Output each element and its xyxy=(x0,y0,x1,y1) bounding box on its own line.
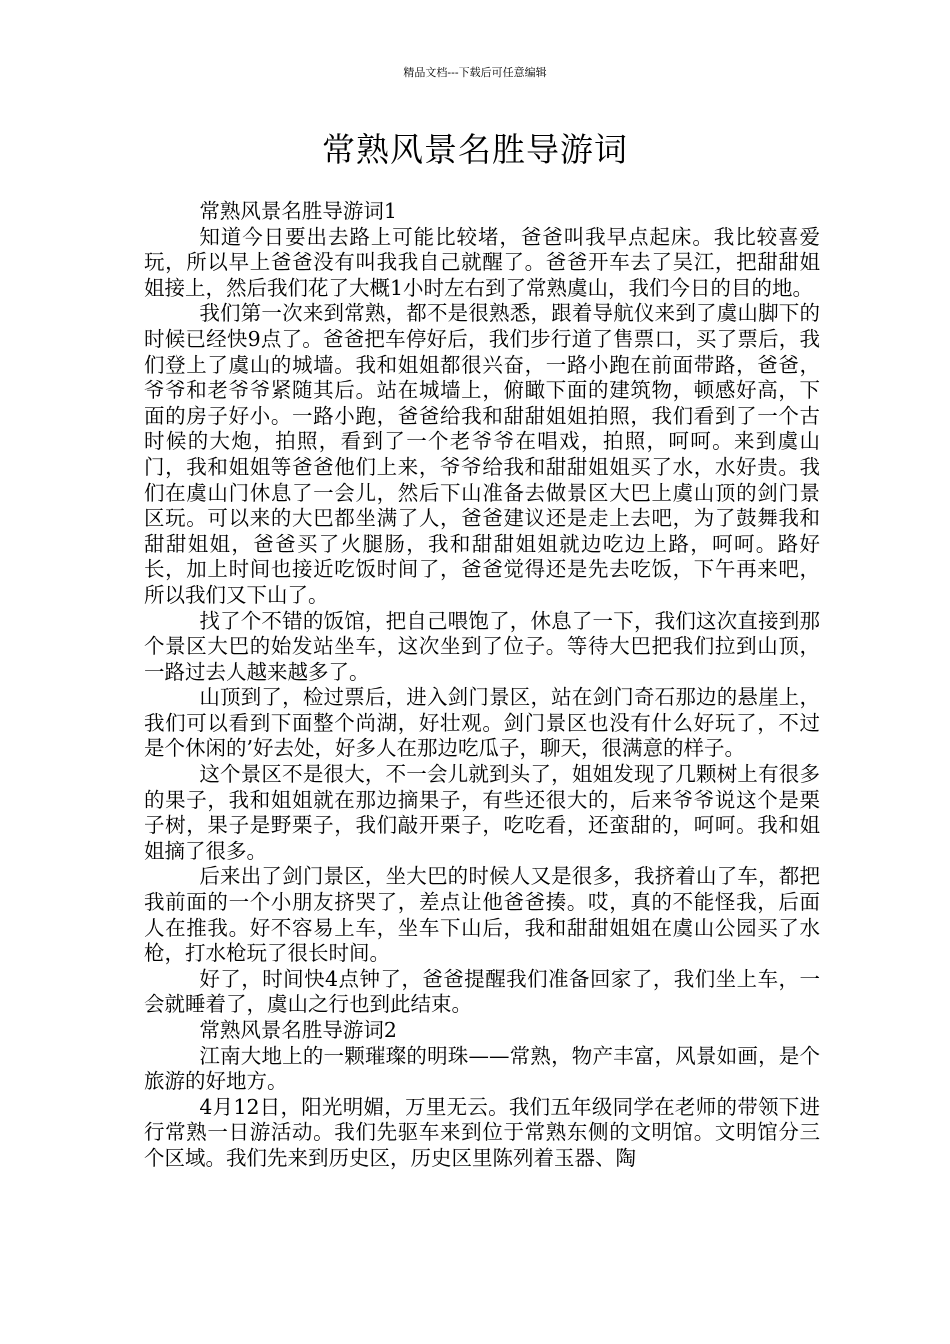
paragraph: 找了个不错的饭馆，把自己喂饱了，休息了一下，我们这次直接到那个景区大巴的始发站坐车，这次坐到了位子。等待大巴把我们拉到山顶，一路过去人越来越多了。 xyxy=(144,608,820,684)
paragraph: 4月12日，阳光明媚，万里无云。我们五年级同学在老师的带领下进行常熟一日游活动。我们先驱车来到位于常熟东侧的文明馆。文明馆分三个区域。我们先来到历史区，历史区里陈列着玉器、陶 xyxy=(144,1094,820,1170)
paragraph: 好了，时间快4点钟了，爸爸提醒我们准备回家了，我们坐上车，一会就睡着了，虞山之行也到此结束。 xyxy=(144,966,820,1017)
paragraph: 山顶到了，检过票后，进入剑门景区，站在剑门奇石那边的悬崖上，我们可以看到下面整个尚湖，好壮观。剑门景区也没有什么好玩了，不过是个休闲的’好去处，好多人在那边吃瓜子，聊天，很满意的样子。 xyxy=(144,685,820,761)
section-heading: 常熟风景名胜导游词1 xyxy=(199,199,397,223)
paragraph: 这个景区不是很大，不一会儿就到头了，姐姐发现了几颗树上有很多的果子，我和姐姐就在那边摘果子，有些还很大的，后来爷爷说这个是栗子树，果子是野栗子，我们敲开栗子，吃吃看，还蛮甜的，呵呵。我和姐姐摘了很多。 xyxy=(144,762,820,863)
paragraph: 后来出了剑门景区，坐大巴的时候人又是很多，我挤着山了车，都把我前面的一个小朋友挤哭了，差点让他爸爸揍。哎，真的不能怪我，后面人在推我。好不容易上车，坐车下山后，我和甜甜姐姐在虞山公园买了水枪，打水枪玩了很长时间。 xyxy=(144,864,820,966)
page-header: 精品文档---下载后可任意编辑 xyxy=(403,66,547,79)
paragraph: 我们第一次来到常熟，都不是很熟悉，跟着导航仪来到了虞山脚下的时候已经快9点了。爸爸把车停好后，我们步行道了售票口，买了票后，我们登上了虞山的城墙。我和姐姐都很兴奋，一路小跑在前面带路，爸爸，爷爷和老爷爷紧随其后。站在城墙上，俯瞰下面的建筑物，顿感好高，下面的房子好小。一路小跑，爸爸给我和甜甜姐姐拍照，我们看到了一个古时候的大炮，拍照，看到了一个老爷爷在唱戏，拍照，呵呵。来到虞山门，我和姐姐等爸爸他们上来，爷爷给我和甜甜姐姐买了水，水好贵。我们在虞山门休息了一会儿，然后下山准备去做景区大巴上虞山顶的剑门景区玩。可以来的大巴都坐满了人，爸爸建议还是走上去吧，为了鼓舞我和甜甜姐姐，爸爸买了火腿肠，我和甜甜姐姐就边吃边上路，呵呵。路好长，加上时间也接近吃饭时间了，爸爸觉得还是先去吃饭，下午再来吧，所以我们又下山了。 xyxy=(144,301,820,607)
document-body xyxy=(144,199,820,1172)
paragraph: 江南大地上的一颗璀璨的明珠——常熟，物产丰富，风景如画，是个旅游的好地方。 xyxy=(144,1043,820,1094)
document-title: 常熟风景名胜导游词 xyxy=(322,130,628,169)
section-heading: 常熟风景名胜导游词2 xyxy=(199,1018,397,1042)
paragraph: 知道今日要出去路上可能比较堵，爸爸叫我早点起床。我比较喜爱玩，所以早上爸爸没有叫我我自己就醒了。爸爸开车去了吴江，把甜甜姐姐接上，然后我们花了大概1小时左右到了常熟虞山，我们今日的目的地。 xyxy=(144,224,820,300)
